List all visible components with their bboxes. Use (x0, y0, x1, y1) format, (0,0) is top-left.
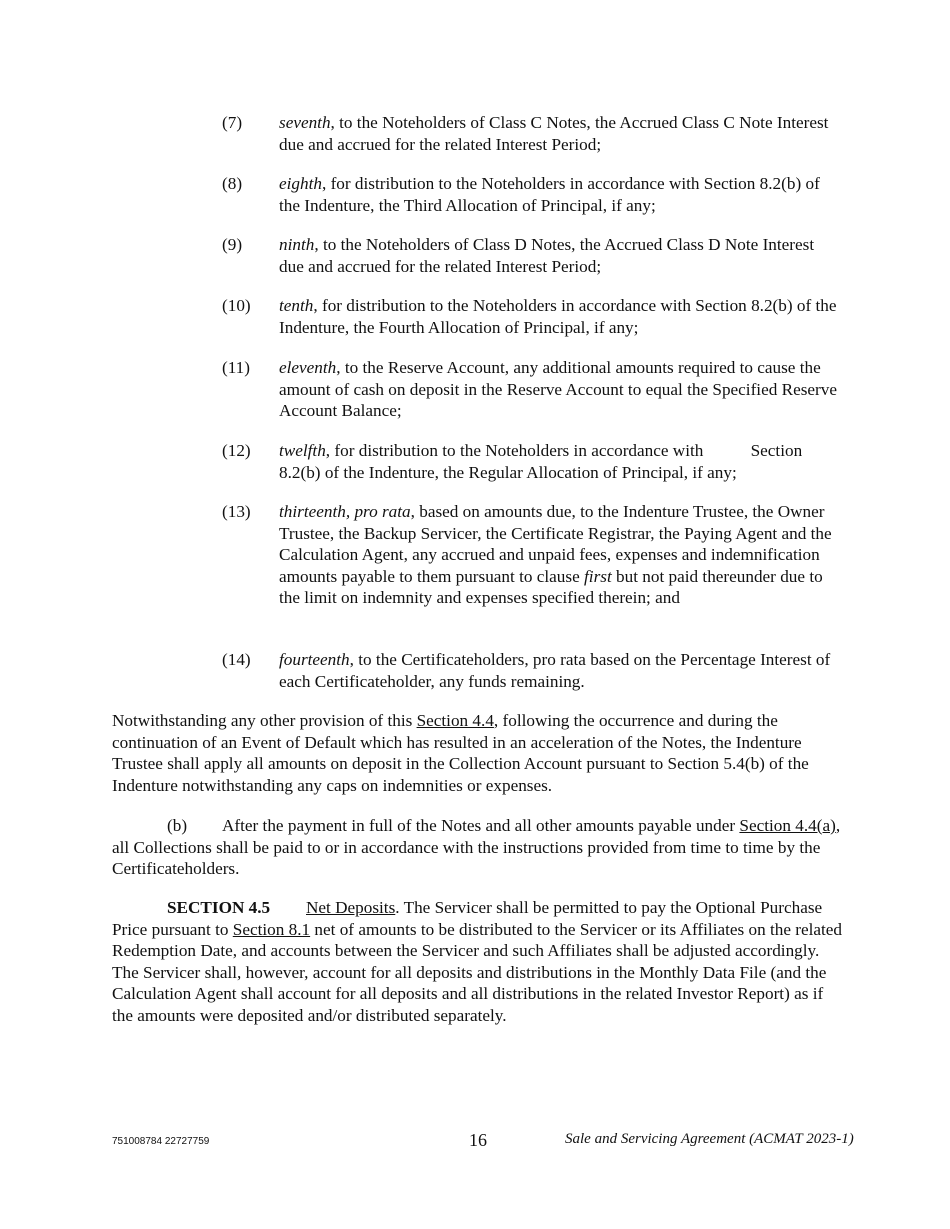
para-text: , following the occurrence and during the continuation of an Event of Default which has resulted in an acceleration of the Notes, the Indenture Trustee shall apply all amounts on deposit in the Collection Account pursuant to Section 5.4(b) of the Indenture notwithstanding any caps on indemnities or expenses. (112, 711, 809, 795)
item-number: (13) (222, 502, 251, 521)
item-number: (11) (222, 358, 250, 377)
section-4-4-link[interactable]: Section 4.4 (416, 711, 494, 730)
item-lead: seventh (279, 113, 331, 132)
item-number: (10) (222, 296, 251, 315)
item-tail: but not paid thereunder due to the limit on indemnity and expenses specified therein; and (279, 566, 823, 608)
item-sep: , (345, 502, 355, 521)
item-rest: , to the Noteholders of Class C Notes, the Accrued Class C Note Interest due and accrued for the related Interest Period; (279, 113, 829, 154)
item-lead: twelfth (279, 441, 326, 460)
item-rest: , for distribution to the Noteholders in accordance with Section 8.2(b) of the Indenture, the Third Allocation of Principal, if any; (279, 174, 820, 215)
item-text (279, 173, 841, 216)
item-number: (14) (222, 650, 251, 669)
section-heading: SECTION 4.5 (167, 898, 271, 917)
item-rest: , to the Noteholders of Class D Notes, the Accrued Class D Note Interest due and accrued for the related Interest Period; (279, 235, 815, 276)
section-4-5-paragraph (112, 897, 842, 1027)
notwithstanding-paragraph (112, 710, 842, 796)
section-4-4a-link[interactable]: Section 4.4(a) (739, 816, 836, 835)
document-id: 751008784 22727759 (112, 1136, 210, 1147)
para-text: , all Collections shall be paid to or in accordance with the instructions provided from time to time by the Certificateholders. (112, 816, 841, 879)
item-text (279, 357, 841, 422)
item-rest: , for distribution to the Noteholders in accordance with Section 8.2(b) of the Indenture, the Regular Allocation of Principal, if any; (279, 441, 803, 482)
item-text (279, 234, 841, 277)
item-lead: eighth (279, 174, 322, 193)
para-text: net of amounts to be distributed to the Servicer or its Affiliates on the related Redemption Date, and accounts between the Servicer and such Affiliates shall be adjusted accordingly. The Servicer shall, however, account for all deposits and distributions in the Monthly Data File (and the Calculation Agent shall account for all deposits and all distributions in the related Investor Report) as if the amounts were deposited and/or distributed separately. (112, 919, 843, 1025)
item-text (279, 295, 841, 338)
item-lead: eleventh (279, 358, 337, 377)
item-text (279, 501, 841, 609)
paragraph-b (112, 815, 842, 880)
page-number: 16 (469, 1130, 487, 1150)
item-lead: thirteenth (279, 502, 346, 521)
item-lead: tenth (279, 296, 314, 315)
section-8-1-link[interactable]: Section 8.1 (232, 919, 311, 939)
item-lead: fourteenth (279, 650, 350, 669)
item-mid-italic: first (584, 566, 612, 586)
item-lead-2: pro rata (354, 502, 411, 521)
item-number: (7) (222, 113, 243, 132)
item-number: (8) (222, 174, 243, 193)
item-rest: , based on amounts due, to the Indenture Trustee, the Owner Trustee, the Backup Servicer, the Certificate Registrar, the Paying Agent and the Calculation Agent, any accrued and unpaid fees, expenses and indemnification amounts payable to them pursuant to clause (279, 502, 832, 586)
section-title: Net Deposits (306, 898, 396, 917)
item-number: (12) (222, 441, 251, 460)
item-text (279, 440, 841, 483)
para-text: . The Servicer shall be permitted to pay the Optional Purchase Price pursuant to (112, 898, 823, 939)
document-title: Sale and Servicing Agreement (ACMAT 2023-1) (565, 1131, 854, 1147)
item-rest: , to the Certificateholders, pro rata based on the Percentage Interest of each Certificateholder, any funds remaining. (279, 650, 831, 691)
item-lead: ninth (279, 235, 315, 254)
item-text (279, 649, 841, 692)
item-rest: , for distribution to the Noteholders in accordance with Section 8.2(b) of the Indenture, the Fourth Allocation of Principal, if any; (279, 296, 837, 337)
para-label: (b) (167, 816, 188, 835)
item-number: (9) (222, 235, 243, 254)
item-rest: , to the Reserve Account, any additional amounts required to cause the amount of cash on deposit in the Reserve Account to equal the Specified Reserve Account Balance; (279, 358, 837, 421)
para-text: Notwithstanding any other provision of this (112, 711, 417, 730)
para-text: After the payment in full of the Notes and all other amounts payable under (222, 816, 740, 835)
item-text (279, 112, 841, 155)
